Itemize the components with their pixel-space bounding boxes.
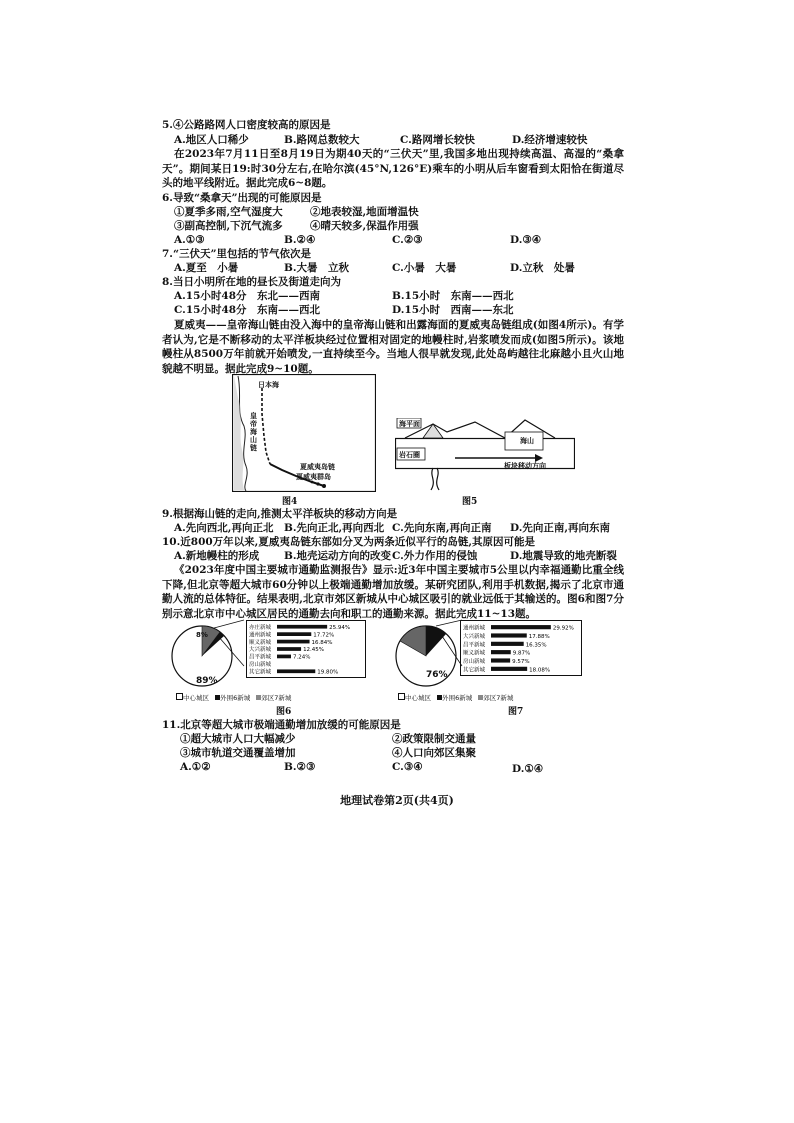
bar-label-7-5: 其它新城: [463, 667, 486, 674]
bar-value-7-1: 17.88%: [528, 634, 550, 640]
bar-label-6-3: 大兴新城: [249, 647, 272, 654]
q5-option-c[interactable]: C.路网增长较快: [400, 134, 475, 146]
figure-6-legend-2: 外围6新城: [220, 694, 251, 702]
q9-option-b[interactable]: B.先向正北,再向西北: [284, 522, 385, 534]
figure-4-label-hawaii-islands: 夏威夷群岛: [296, 473, 331, 481]
bar-7-4: [491, 658, 510, 662]
figure-6-legend-3: 郊区7新城: [261, 694, 292, 702]
q6-stem: 6.导致“桑拿天”出现的可能原因是: [162, 192, 322, 204]
bar-value-7-2: 16.35%: [525, 642, 547, 649]
q5-option-d[interactable]: D.经济增速较快: [512, 134, 588, 146]
bar-7-3: [491, 650, 511, 654]
page-footer: 地理试卷第2页(共4页): [340, 794, 454, 807]
q9-option-c[interactable]: C.先向东南,再向正南: [392, 522, 492, 534]
q9-stem: 9.根据海山链的走向,推测太平洋板块的移动方向是: [162, 508, 398, 520]
figure-7-legend-3: 郊区7新城: [483, 694, 514, 702]
bar-6-3: [277, 647, 301, 651]
bar-label-6-6: 其它新城: [249, 669, 272, 676]
q7-option-d[interactable]: D.立秋 处暑: [510, 262, 575, 274]
q5-option-a[interactable]: A.地区人口稀少: [174, 134, 249, 146]
bar-value-6-1: 17.72%: [313, 632, 335, 639]
figure-5-caption: 图5: [462, 497, 478, 507]
q11-item-2: ②政策限制交通量: [392, 733, 476, 745]
bar-label-6-1: 通州新城: [249, 632, 272, 639]
q8-option-b[interactable]: B.15小时 东南——西北: [392, 290, 514, 302]
q7-option-b[interactable]: B.大暑 立秋: [284, 262, 350, 274]
bar-value-6-0: 25.94%: [329, 624, 351, 631]
figure-5-label-sea-level: 海平面: [399, 420, 420, 428]
bar-6-2: [277, 640, 310, 644]
figure-5-label-plate-direction: 板块移动方向: [504, 462, 546, 470]
figure-6-legend: [176, 693, 291, 702]
q8-option-d[interactable]: D.15小时 西南——东北: [392, 304, 514, 316]
figure-5-diagram: [395, 418, 575, 492]
q10-option-c[interactable]: C.外力作用的侵蚀: [392, 550, 478, 562]
q11-stem: 11.北京等超大城市极端通勤增加放缓的可能原因是: [162, 719, 401, 731]
q11-item-3: ③城市轨道交通覆盖增加: [180, 747, 296, 759]
bar-6-1: [277, 632, 311, 636]
bar-6-6: [277, 669, 315, 673]
bar-label-7-0: 通州新城: [463, 625, 486, 632]
q8-stem: 8.当日小明所在地的昼长及街道走向为: [162, 276, 341, 288]
bar-label-6-0: 亦庄新城: [249, 624, 272, 631]
figure-6-bar-chart: [246, 620, 366, 678]
passage-3: 《2023年度中国主要城市通勤监测报告》显示:近3年中国主要城市5公里以内幸福通勤比重全线下降,但北京等超大城市60分钟以上极端通勤增加放缓。某研究团队,利用手机数据,揭示了北京市通勤人流的总体特征。结果表明,北京市郊区新城从中心城区吸引的就业远低于其输送的。图6和图7分别示意北京市中心城区居民的通勤去向和职工的通勤来源。据此完成11~13题。: [162, 564, 624, 620]
q11-item-4: ④人口向郊区集聚: [392, 747, 476, 759]
figure-7-pie-main-label: 76%: [426, 670, 448, 680]
bar-value-6-4: 7.24%: [292, 654, 311, 661]
q11-option-b[interactable]: B.②③: [284, 761, 316, 773]
q11-item-1: ①超大城市人口大幅减少: [180, 733, 296, 745]
bar-value-7-5: 18.08%: [529, 667, 551, 674]
figure-6-bars: [247, 621, 365, 677]
q6-option-d[interactable]: D.③④: [510, 234, 542, 246]
figure-5-label-seamount: 海山: [520, 437, 534, 445]
q11-option-d[interactable]: D.①④: [512, 763, 544, 775]
figure-4-label-hawaii-chain: 夏威夷岛链: [300, 463, 335, 471]
q11-option-a[interactable]: A.①②: [180, 761, 211, 773]
figure-5-label-lithosphere: 岩石圈: [399, 451, 420, 459]
figure-7-legend-1: 中心城区: [405, 694, 431, 702]
figure-4-caption: 图4: [282, 497, 298, 507]
q8-option-a[interactable]: A.15小时48分 东北——西南: [174, 290, 321, 302]
q9-option-a[interactable]: A.先向西北,再向正北: [174, 522, 274, 534]
figure-7-bars: [461, 621, 581, 675]
bar-value-7-3: 9.87%: [512, 650, 531, 657]
bar-label-6-2: 顺义新城: [249, 639, 272, 646]
q7-stem: 7.“三伏天”里包括的节气依次是: [162, 248, 312, 260]
figure-6-legend-1: 中心城区: [183, 694, 209, 702]
q6-option-b[interactable]: B.②④: [284, 234, 316, 246]
figure-4-label-emperor-chain: 皇帝海山链: [250, 412, 257, 452]
figure-7-legend-2: 外围6新城: [442, 694, 473, 702]
figure-6-pie-small-label: 8%: [196, 631, 208, 639]
bar-value-7-4: 9.57%: [512, 659, 530, 665]
passage-2: 夏威夷——皇帝海山链由没入海中的皇帝海山链和出露海面的夏威夷岛链组成(如图4所示)。有学者认为,它是不断移动的太平洋板块经过位置相对固定的地幔柱时,岩浆喷发而成(如图5所示)。该地幔柱从8500万年前就开始喷发,一直持续至今。当地人很早就发现,此处岛屿越往北麻越小且火山地貌越不明显。据此完成9~10题。: [162, 319, 624, 375]
q5-option-b[interactable]: B.路网总数较大: [284, 134, 360, 146]
bar-label-6-4: 昌平新城: [249, 654, 272, 661]
bar-7-5: [491, 667, 527, 671]
q7-option-c[interactable]: C.小暑 大暑: [392, 262, 457, 274]
q11-option-c[interactable]: C.③④: [392, 761, 423, 773]
figure-7-legend: [398, 693, 513, 702]
figure-7-caption: 图7: [508, 707, 524, 717]
q5-stem: 5.④公路路网人口密度较高的原因是: [162, 119, 331, 131]
q6-item-1: ①夏季多雨,空气湿度大: [174, 206, 283, 218]
bar-6-0: [277, 625, 327, 629]
q9-option-d[interactable]: D.先向正南,再向东南: [510, 522, 611, 534]
bar-7-0: [491, 625, 551, 629]
figure-7-bar-chart: [460, 620, 582, 676]
bar-value-6-3: 12.45%: [303, 647, 325, 654]
figure-7-pie-small-label: 14%: [402, 652, 419, 660]
figure-6-connector: [210, 618, 250, 668]
q8-option-c[interactable]: C.15小时48分 东南——西北: [174, 304, 321, 316]
figure-4-label-japan-sea: 日本海: [258, 381, 279, 389]
bar-label-7-1: 大兴新城: [463, 634, 486, 640]
q10-stem: 10.近800万年以来,夏威夷岛链东部如分叉为两条近似平行的岛链,其原因可能是: [162, 536, 535, 548]
bar-7-2: [491, 642, 524, 646]
bar-value-7-0: 29.92%: [552, 625, 574, 632]
figure-6-caption: 图6: [276, 707, 292, 717]
bar-6-4: [277, 655, 291, 659]
bar-label-7-4: 房山新城: [463, 659, 486, 665]
q10-option-a[interactable]: A.新地幔柱的形成: [174, 550, 260, 562]
bar-value-6-6: 19.80%: [317, 669, 339, 676]
bar-label-7-2: 昌平新城: [463, 642, 486, 649]
figure-6-pie-main-label: 89%: [196, 676, 218, 686]
q10-option-b[interactable]: B.地壳运动方向的改变: [284, 550, 392, 562]
q6-item-4: ④晴天较多,保温作用强: [310, 220, 419, 232]
bar-label-6-5: 房山新城: [249, 662, 272, 669]
bar-7-1: [491, 633, 527, 637]
passage-1: 在2023年7月11日至8月19日为期40天的“三伏天”里,我国多地出现持续高温、高湿的“桑拿天”。期间某日19:时30分左右,在哈尔滨(45°N,126°E)乘车的小明从后车窗看到太阳恰在街道尽头的地平线附近。据此完成6~8题。: [162, 148, 624, 189]
q6-option-a[interactable]: A.①③: [174, 234, 205, 246]
bar-value-6-2: 16.84%: [311, 639, 333, 646]
q6-item-3: ③副高控制,下沉气流多: [174, 220, 283, 232]
q6-item-2: ②地表较湿,地面增温快: [310, 206, 419, 218]
q7-option-a[interactable]: A.夏至 小暑: [174, 262, 239, 274]
bar-label-7-3: 顺义新城: [463, 650, 486, 657]
q6-option-c[interactable]: C.②③: [392, 234, 423, 246]
q10-option-d[interactable]: D.地震导致的地壳断裂: [510, 550, 617, 562]
